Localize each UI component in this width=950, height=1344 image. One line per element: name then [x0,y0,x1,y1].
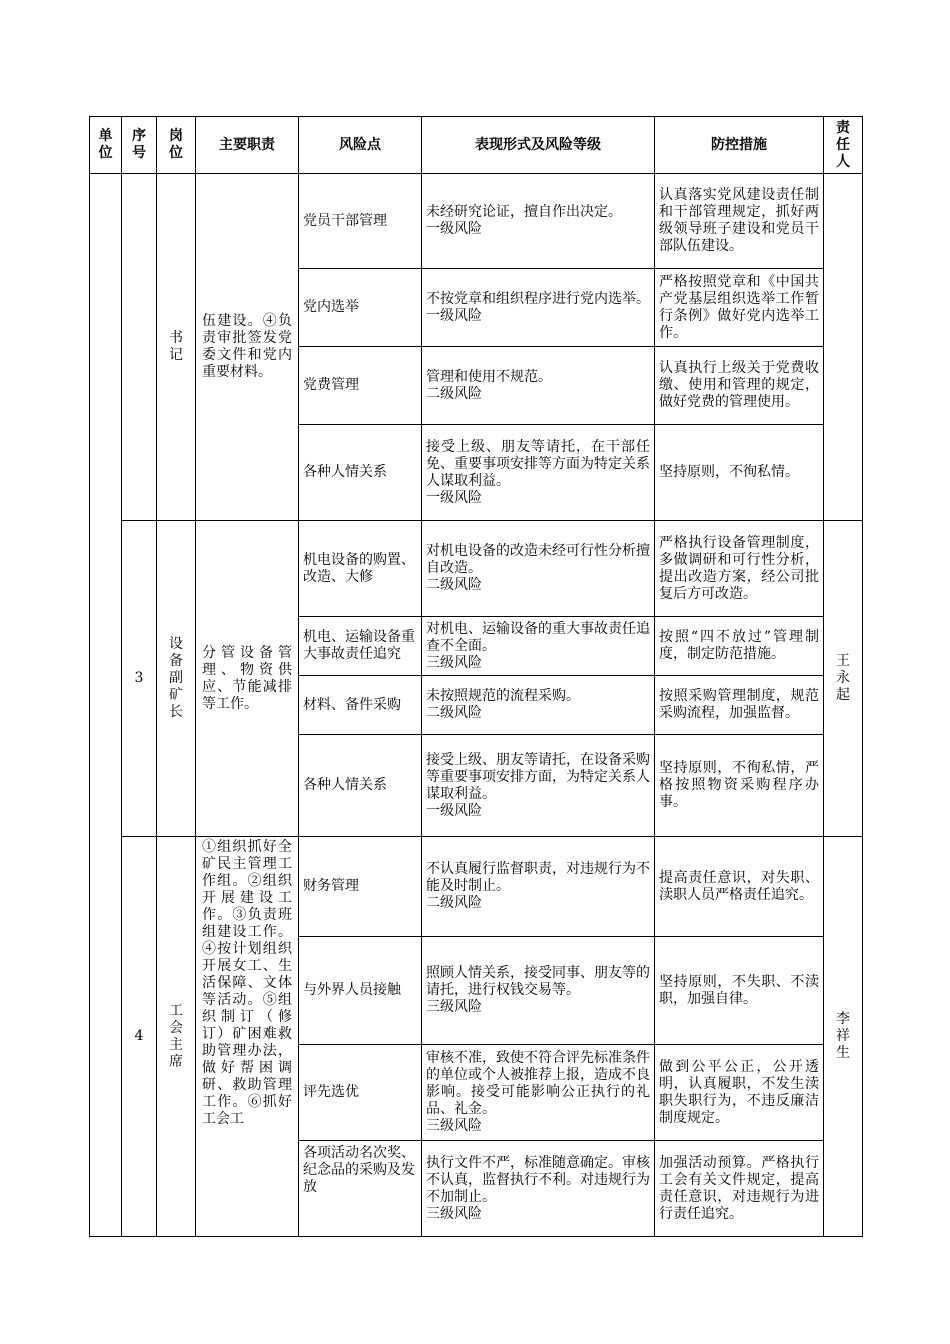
risk-level: 二级风险 [426,577,482,593]
risk-point: 评先选优 [299,1045,422,1141]
risk-form: 不认真履行监督职责，对违规行为不能及时制止。 二级风险 [422,837,655,937]
control-measure: 认真执行上级关于党费收缴、使用和管理的规定，做好党费的管理使用。 [655,347,824,425]
control-measure: 按照采购管理制度，规范采购流程，加强监督。 [655,676,824,735]
control-measure: 加强活动预算。严格执行工会有关文件规定，提高责任意识，对违规行为进行责任追究。 [655,1141,824,1237]
risk-level: 一级风险 [426,489,482,506]
risk-form: 未经研究论证，擅自作出决定。 一级风险 [422,174,655,269]
table-row [90,521,863,617]
risk-level: 三级风险 [426,1118,482,1134]
risk-point: 各种人情关系 [299,735,422,837]
risk-level: 二级风险 [426,705,482,721]
risk-level: 一级风险 [426,802,482,819]
risk-form: 执行文件不严，标准随意确定。审核不认真，监督执行不利。对违规行为不加制止。 三级风险 [422,1141,655,1237]
header-person: 责 任 人 [824,117,863,174]
control-measure: 提高责任意识，对失职、渎职人员严格责任追究。 [655,837,824,937]
header-unit: 单 位 [90,117,122,174]
header-row [90,117,863,174]
risk-form: 接受上级、朋友等请托，在干部任免、重要事项安排等方面为特定关系人谋取利益。 一级风险 [422,425,655,521]
header-form: 表现形式及风险等级 [422,117,655,174]
risk-form: 不按党章和组织程序进行党内选举。 一级风险 [422,269,655,347]
control-measure: 严格执行设备管理制度，多做调研和可行性分析，提出改造方案，经公司批复后方可改造。 [655,521,824,617]
risk-level: 三级风险 [426,654,482,671]
risk-point: 机电、运输设备重大事故责任追究 [299,617,422,676]
risk-form: 照顾人情关系，接受同事、朋友等的请托，进行权钱交易等。 三级风险 [422,937,655,1045]
risk-level: 二级风险 [426,385,482,402]
unit-cell [90,174,122,1237]
control-measure: 坚持原则，不失职、不渎职，加强自律。 [655,937,824,1045]
risk-point: 各项活动名次奖、纪念品的采购及发放 [299,1141,422,1237]
risk-point: 各种人情关系 [299,425,422,521]
risk-form: 未按照规范的流程采购。 二级风险 [422,676,655,735]
control-measure: 严格按照党章和《中国共产党基层组织选举工作暂行条例》做好党内选举工作。 [655,269,824,347]
duty-cell-union: ①组织抓好全矿民主管理工作组。②组织开展建设工作。③负责班组建设工作。④按计划组织开展女工、生活保障、文体等活动。⑤组织制订（修订）矿困难救助管理办法，做好帮困调研、救助管理工作。⑥抓好工会工 [196,837,299,1237]
risk-form: 审核不准，致使不符合评先标准条件的单位或个人被推荐上报，造成不良影响。接受可能影响公正执行的礼品、礼金。 三级风险 [422,1045,655,1141]
risk-point: 党费管理 [299,347,422,425]
risk-level: 二级风险 [426,895,482,911]
table-row [90,837,863,937]
risk-form: 对机电、运输设备的重大事故责任追查不全面。 三级风险 [422,617,655,676]
risk-level: 一级风险 [426,307,482,324]
post-cell-union: 工 会 主 席 [157,837,196,1237]
seq-cell-4: 4 [122,837,157,1237]
person-cell-1 [824,174,863,521]
risk-form: 对机电设备的改造未经可行性分析擅自改造。 二级风险 [422,521,655,617]
risk-form: 管理和使用不规范。 二级风险 [422,347,655,425]
header-seq: 序 号 [122,117,157,174]
risk-control-table [89,116,863,1237]
risk-point: 与外界人员接触 [299,937,422,1045]
risk-level: 一级风险 [426,221,482,237]
control-measure: 认真落实党风建设责任制和干部管理规定，抓好两级领导班子建设和党员干部队伍建设。 [655,174,824,269]
control-measure: 按照“四不放过”管理制度，制定防范措施。 [655,617,824,676]
post-cell-equipment: 设 备 副 矿 长 [157,521,196,837]
risk-point: 机电设备的购置、改造、大修 [299,521,422,617]
table-row [90,174,863,269]
person-cell-3: 王 永 起 [824,521,863,837]
duty-cell-secretary: 伍建设。④负责审批签发党委文件和党内重要材料。 [196,174,299,521]
risk-level: 三级风险 [426,999,482,1015]
header-risk: 风险点 [299,117,422,174]
header-duty: 主要职责 [196,117,299,174]
risk-point: 党员干部管理 [299,174,422,269]
risk-form: 接受上级、朋友等请托，在设备采购等重要事项安排方面，为特定关系人谋取利益。 一级风险 [422,735,655,837]
duty-cell-equipment: 分管设备管理、物资供应、节能减排等工作。 [196,521,299,837]
risk-point: 材料、备件采购 [299,676,422,735]
seq-cell-3: 3 [122,521,157,837]
risk-point: 财务管理 [299,837,422,937]
control-measure: 坚持原则，不徇私情，严格按照物资采购程序办事。 [655,735,824,837]
person-cell-4: 李 祥 生 [824,837,863,1237]
seq-cell-1 [122,174,157,521]
risk-level: 三级风险 [426,1205,482,1222]
header-post: 岗 位 [157,117,196,174]
header-measure: 防控措施 [655,117,824,174]
control-measure: 坚持原则，不徇私情。 [655,425,824,521]
control-measure: 做到公平公正，公开透明，认真履职，不发生渎职失职行为，不违反廉洁制度规定。 [655,1045,824,1141]
risk-point: 党内选举 [299,269,422,347]
post-cell-secretary: 书 记 [157,174,196,521]
